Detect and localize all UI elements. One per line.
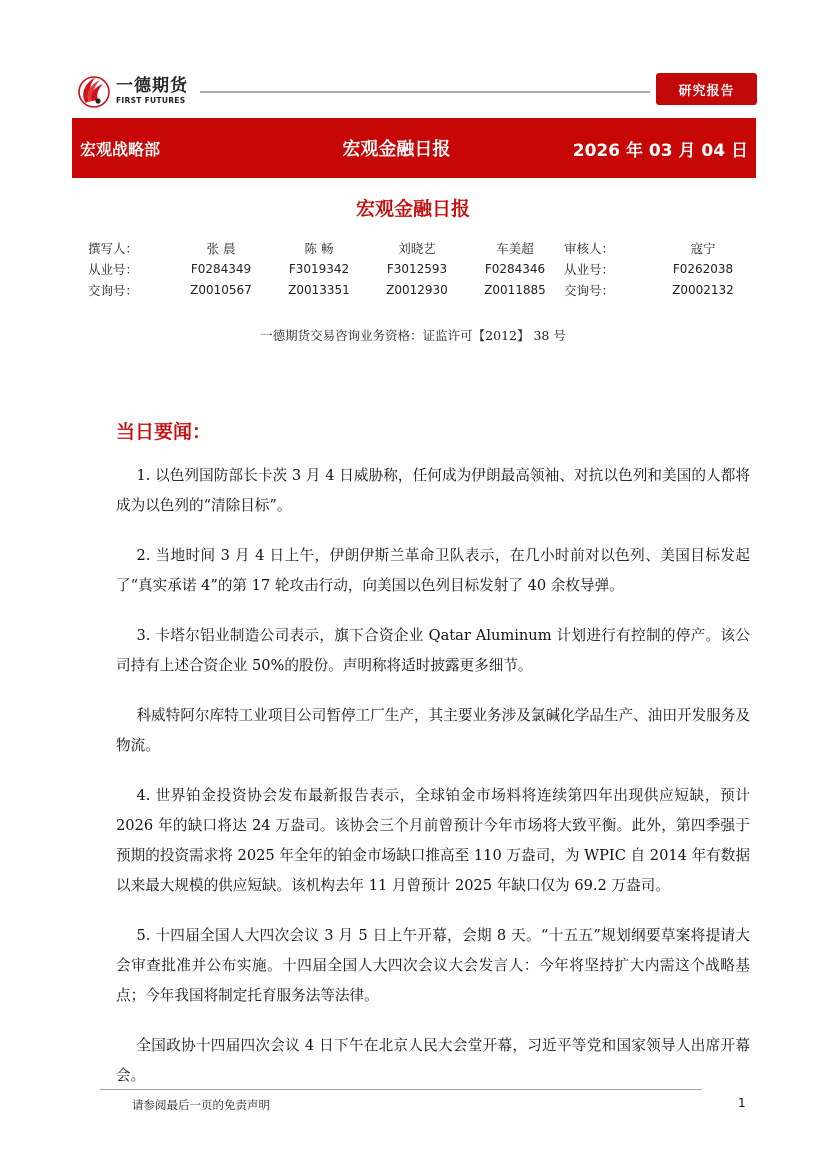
news-item: 3. 卡塔尔铝业制造公司表示，旗下合资企业 Qatar Aluminum 计划进行有控制的停产。该公司持有上述合资企业 50%的股份。声明称将适时披露更多细节。 [116, 627, 750, 674]
writer-name: 陈 畅 [304, 241, 334, 256]
writer-name: 车美超 [496, 241, 534, 256]
practice-number: F3012593 [386, 262, 448, 276]
reviewer-name: 寇宁 [690, 241, 716, 256]
page-number: 1 [738, 1096, 746, 1110]
authors-table [88, 238, 748, 301]
report-header-bar [72, 118, 756, 178]
flame-swirl-logo-icon [76, 73, 112, 109]
reviewer-consult-label: 交询号： [564, 283, 615, 298]
consult-number: Z0012930 [386, 283, 448, 297]
logo-text [116, 76, 188, 106]
news-item: 4. 世界铂金投资协会发布最新报告表示，全球铂金市场料将连续第四年出现供应短缺，预计 2026 年的缺口将达 24 万盎司。该协会三个月前曾预计今年市场将大致平衡。此外，第四季强于预期的投资需求将 2025 年全年的铂金市场缺口推高至 110 万盎司，为 WPIC 自 2014 年有数据以来最大规模的供应短缺。该机构去年 11 月曾预计 2025 年缺口仅为 69.2 万盎司。 [116, 787, 750, 894]
page-title: 宏观金融日报 [355, 198, 470, 220]
news-item: 科威特阿尔库特工业项目公司暂停工厂生产，其主要业务涉及氯碱化学品生产、油田开发服务及物流。 [116, 707, 750, 754]
footer-divider [100, 1089, 702, 1090]
practice-number: F3019342 [288, 262, 350, 276]
writer-label: 撰写人： [88, 241, 139, 256]
report-date: 2026 年 03 月 04 日 [572, 140, 748, 161]
logo-name-cn: 一德期货 [116, 76, 188, 96]
practice-number-label: 从业号： [88, 262, 139, 277]
reviewer-label: 审核人： [564, 241, 615, 256]
disclaimer-note: 请参阅最后一页的免责声明 [132, 1098, 270, 1112]
consult-number: Z0011885 [484, 283, 546, 297]
logo-name-en: FIRST FUTURES [116, 96, 186, 105]
report-name: 宏观金融日报 [342, 139, 451, 160]
reviewer-consult-number: Z0002132 [672, 283, 734, 297]
practice-number: F0284346 [484, 262, 546, 276]
news-item: 1. 以色列国防部长卡茨 3 月 4 日威胁称，任何成为伊朗最高领袖、对抗以色列和美国的人都将成为以色列的“清除目标”。 [116, 467, 750, 514]
license-statement: 一德期货交易咨询业务资格：证监许可【2012】 38 号 [260, 328, 566, 343]
news-heading: 当日要闻： [116, 421, 212, 443]
department-label: 宏观战略部 [80, 139, 161, 159]
news-item: 全国政协十四届四次会议 4 日下午在北京人民大会堂开幕，习近平等党和国家领导人出席开幕会。 [116, 1037, 750, 1084]
news-list [116, 461, 750, 1111]
news-item: 5. 十四届全国人大四次会议 3 月 5 日上午开幕，会期 8 天。“十五五”规划纲要草案将提请大会审查批准并公布实施。十四届全国人大四次会议大会发言人：今年将坚持扩大内需这个战略基点；今年我国将制定托育服务法等法律。 [116, 927, 750, 1004]
header-divider [200, 91, 650, 93]
practice-number: F0284349 [190, 262, 252, 276]
company-logo [76, 72, 188, 110]
consult-number-label: 交询号： [88, 283, 139, 298]
writer-name: 张 晨 [206, 241, 236, 256]
consult-number: Z0013351 [288, 283, 350, 297]
writer-name: 刘晓艺 [398, 241, 436, 256]
reviewer-practice-label: 从业号： [564, 262, 615, 277]
news-item: 2. 当地时间 3 月 4 日上午，伊朗伊斯兰革命卫队表示，在几小时前对以色列、美国目标发起了“真实承诺 4”的第 17 轮攻击行动，向美国以色列目标发射了 40 余枚导弹。 [116, 547, 750, 594]
reviewer-practice-number: F0262038 [672, 262, 734, 276]
research-report-badge: 研究报告 [656, 73, 757, 105]
consult-number: Z0010567 [190, 283, 252, 297]
